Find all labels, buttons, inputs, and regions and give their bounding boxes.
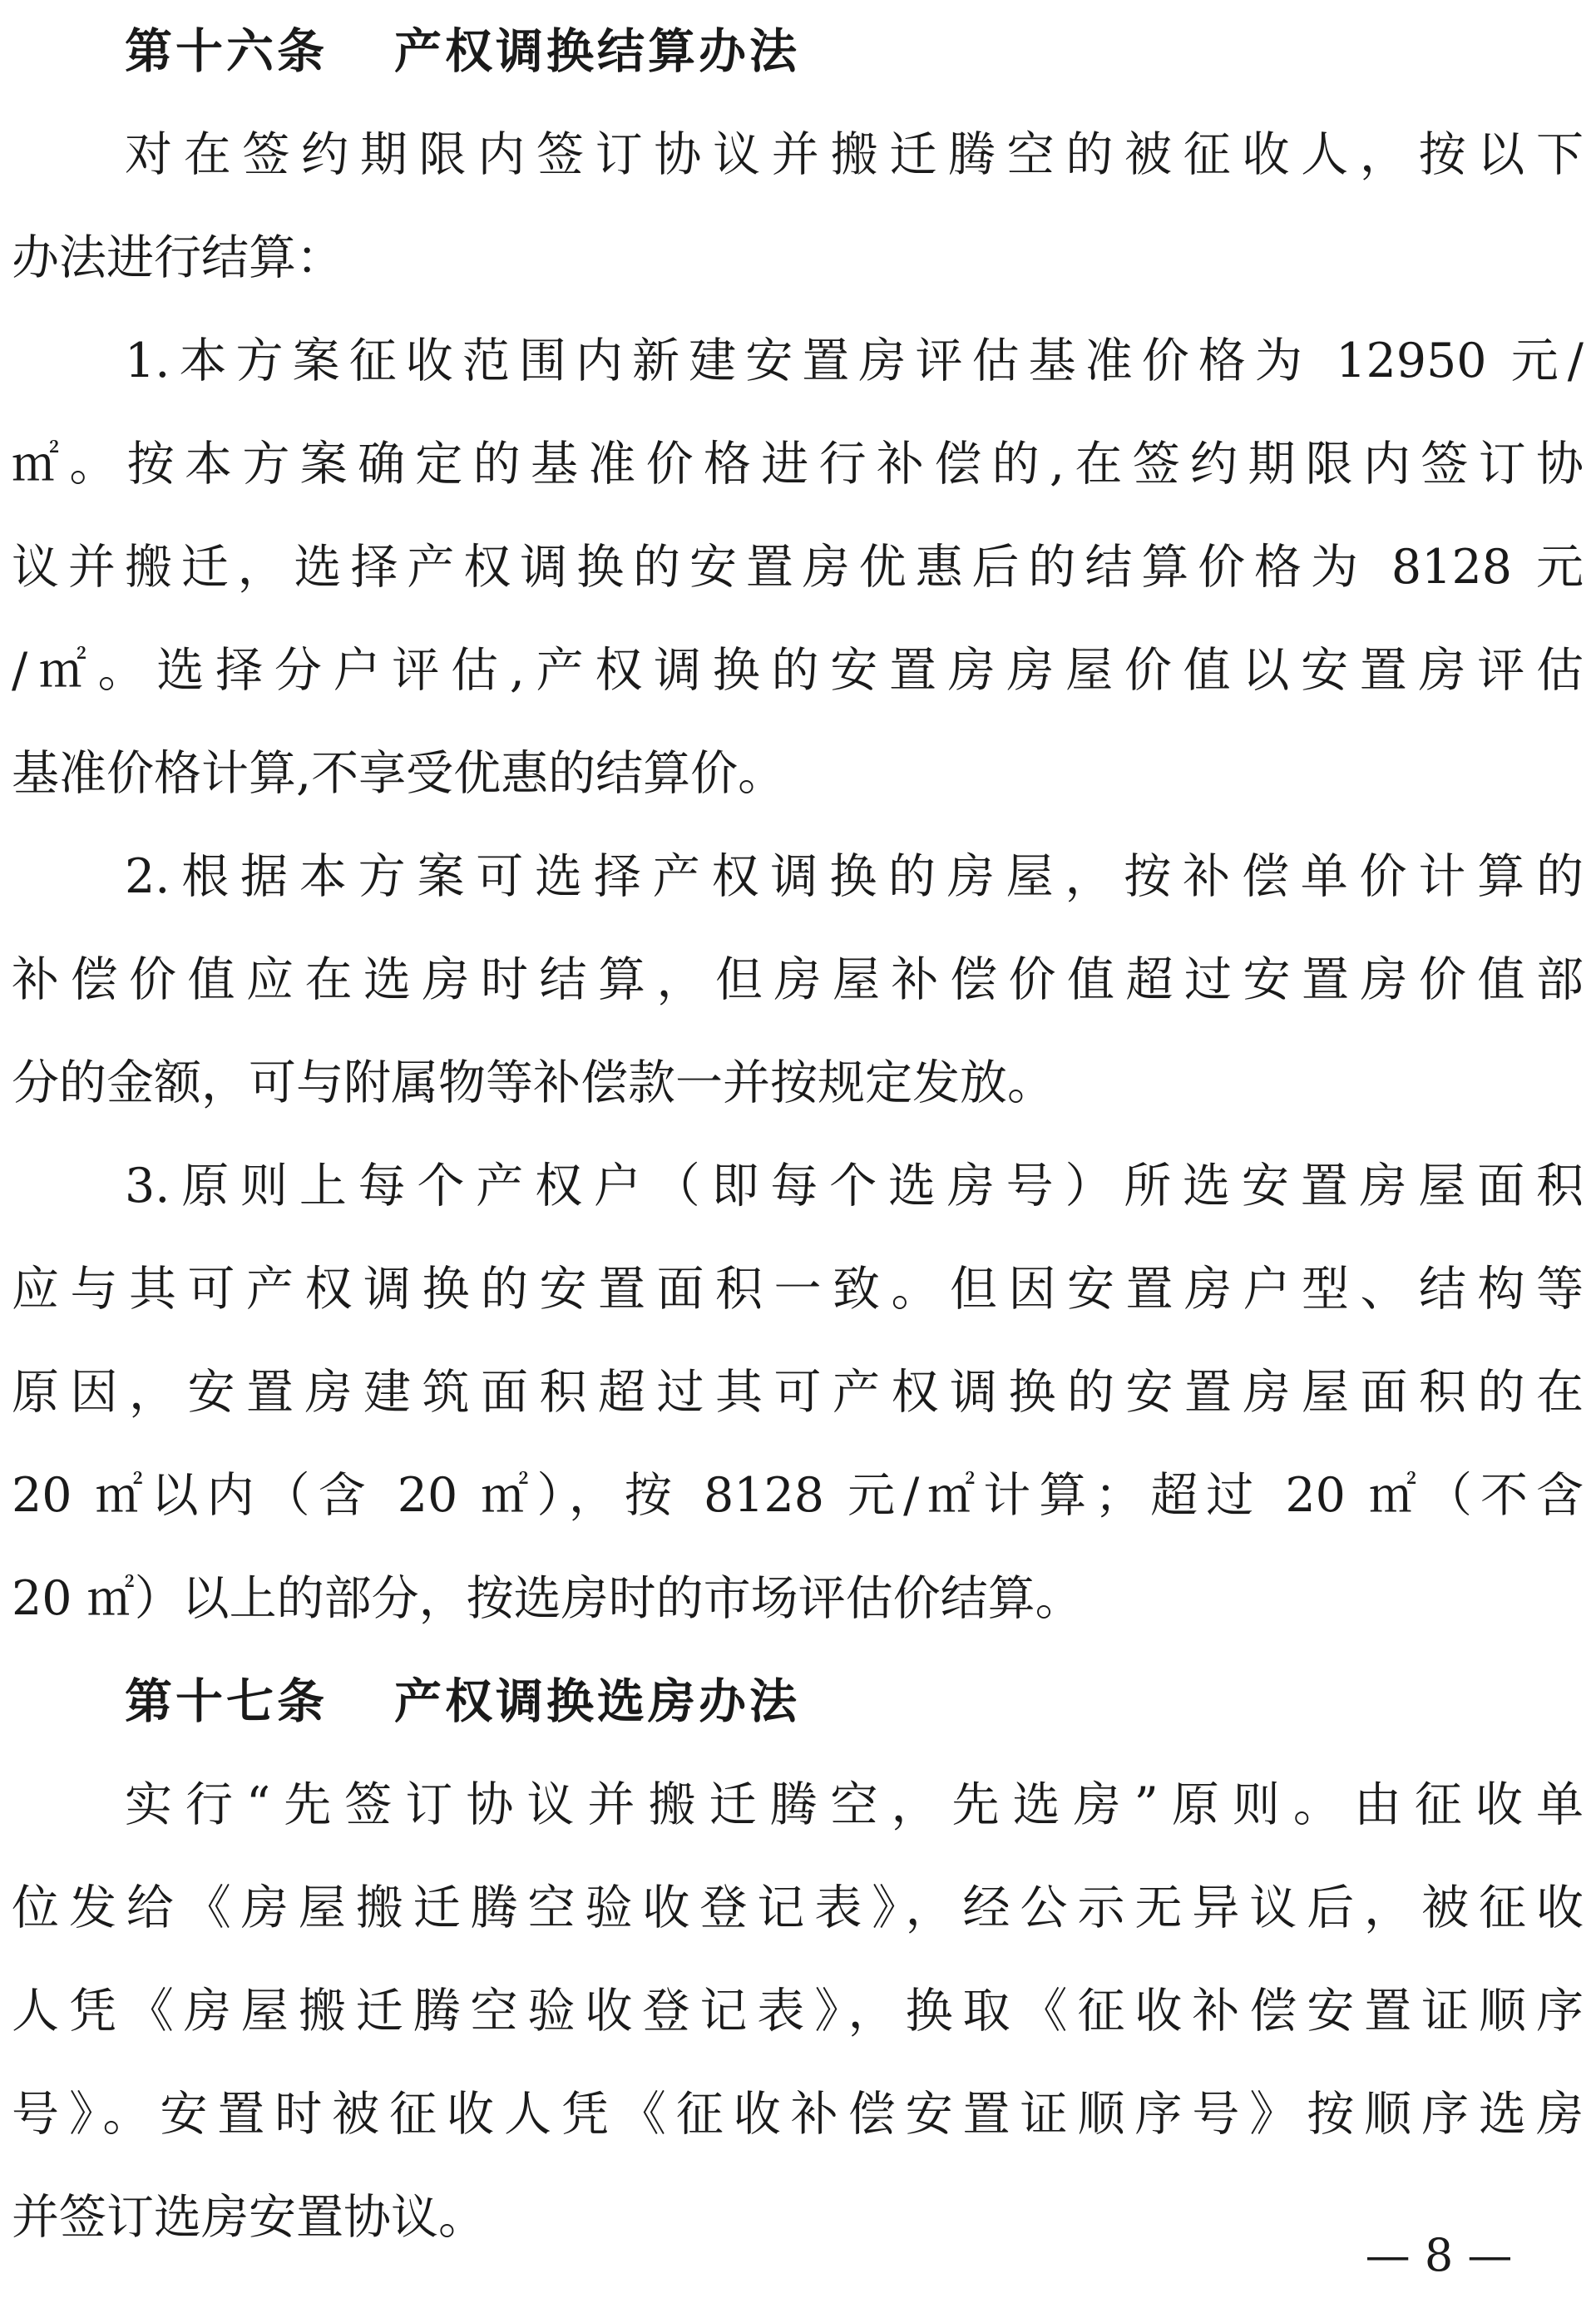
paragraph-line: 人凭《房屋搬迁腾空验收登记表》，换取《征收补偿安置证顺序 bbox=[12, 1984, 1584, 2039]
section-heading bbox=[125, 0, 1584, 103]
section-title: 产权调换选房办法 bbox=[394, 1674, 800, 1729]
page-number: — 8 — bbox=[1365, 2229, 1513, 2281]
paragraph-line: 基准价格计算,不享受优惠的结算价。 bbox=[12, 746, 786, 801]
section-heading bbox=[125, 1650, 1584, 1753]
paragraph-line: 办法进行结算： bbox=[12, 230, 343, 285]
section-title: 产权调换结算办法 bbox=[394, 24, 800, 79]
paragraph-line: 3.原则上每个产权户（即每个选房号）所选安置房屋面积 bbox=[125, 1159, 1584, 1213]
section-number: 第十七条 bbox=[125, 1674, 328, 1729]
paragraph-line: 补偿价值应在选房时结算，但房屋补偿价值超过安置房价值部 bbox=[12, 952, 1584, 1007]
paragraph-line: 原因，安置房建筑面积超过其可产权调换的安置房屋面积的在 bbox=[12, 1365, 1584, 1420]
paragraph-line: 20 ㎡）以上的部分，按选房时的市场评估价结算。 bbox=[12, 1571, 1083, 1626]
paragraph-line: 分的金额，可与附属物等补偿款一并按规定发放。 bbox=[12, 1055, 1055, 1110]
paragraph-line: 应与其可产权调换的安置面积一致。但因安置房户型、结构等 bbox=[12, 1262, 1584, 1317]
paragraph-line: /㎡。选择分户评估,产权调换的安置房房屋价值以安置房评估 bbox=[12, 643, 1584, 698]
section-number: 第十六条 bbox=[125, 24, 328, 79]
paragraph-line: ㎡。按本方案确定的基准价格进行补偿的,在签约期限内签订协 bbox=[12, 437, 1584, 492]
paragraph-line: 位发给《房屋搬迁腾空验收登记表》，经公示无异议后，被征收 bbox=[12, 1881, 1584, 1935]
paragraph-line: 议并搬迁，选择产权调换的安置房优惠后的结算价格为 8128 元 bbox=[12, 540, 1584, 595]
paragraph-line: 对在签约期限内签订协议并搬迁腾空的被征收人，按以下 bbox=[125, 127, 1584, 182]
paragraph-line: 号》。安置时被征收人凭《征收补偿安置证顺序号》按顺序选房 bbox=[12, 2087, 1584, 2142]
paragraph-line: 2.根据本方案可选择产权调换的房屋，按补偿单价计算的 bbox=[125, 849, 1584, 904]
paragraph-line: 并签订选房安置协议。 bbox=[12, 2190, 486, 2245]
paragraph-line: 1.本方案征收范围内新建安置房评估基准价格为 12950 元/ bbox=[125, 334, 1584, 388]
paragraph-line: 20 ㎡以内（含 20 ㎡），按 8128 元/㎡计算；超过 20 ㎡（不含 bbox=[12, 1468, 1584, 1523]
paragraph-line: 实行“先签订协议并搬迁腾空，先选房”原则。由征收单 bbox=[125, 1777, 1584, 1832]
